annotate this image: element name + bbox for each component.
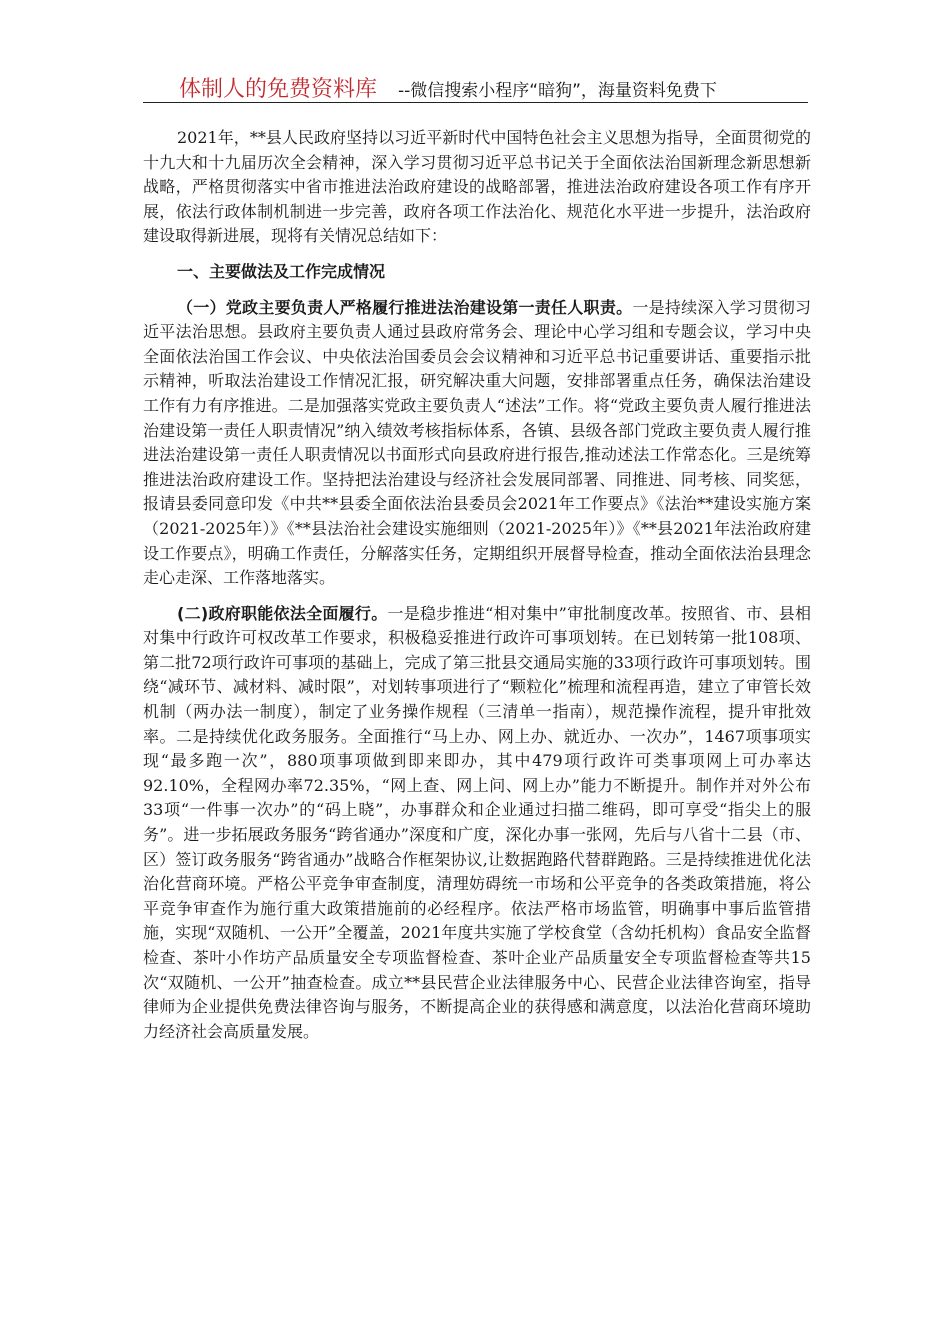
intro-paragraph: 2021年，**县人民政府坚持以习近平新时代中国特色社会主义思想为指导，全面贯彻党的十九大和十九届历次全会精神，深入学习贯彻习近平总书记关于全面依法治国新理念新思想新战略，严格贯彻落实中省市推进法治政府建设的战略部署，推进法治政府建设各项工作有序开展，依法行政体制机制进一步完善，政府各项工作法治化、规范化水平进一步提升，法治政府建设取得新进展，现将有关情况总结如下： (143, 128, 811, 246)
item1-body: 一是持续深入学习贯彻习近平法治思想。县政府主要负责人通过县政府常务会、理论中心学习组和专题会议，学习中央全面依法治国工作会议、中央依法治国委员会会议精神和习近平总书记重要讲话、重要指示批示精神，听取法治建设工作情况汇报，研究解决重大问题，安排部署重点任务，确保法治建设工作有力有序推进。二是加强落实党政主要负责人“述法”工作。将“党政主要负责人履行推进法治建设第一责任人职责情况”纳入绩效考核指标体系，各镇、县级各部门党政主要负责人履行推进法治建设第一责任人职责情况以书面形式向县政府进行报告,推动述法工作常态化。三是统筹推进法治政府建设工作。坚持把法治建设与经济社会发展同部署、同推进、同考核、同奖惩，报请县委同意印发《中共**县委全面依法治县委员会2021年工作要点》《法治**建设实施方案（2021-2025年）》《**县法治社会建设实施细则（2021-2025年）》《**县2021年法治政府建设工作要点》，明确工作责任，分解落实任务，定期组织开展督导检查，推动全面依法治县理念走心走深、工作落地落实。 (143, 297, 811, 588)
item2-body: 一是稳步推进“相对集中”审批制度改革。按照省、市、县相对集中行政许可权改革工作要求，积极稳妥推进行政许可事项划转。在已划转第一批108项、第二批72项行政许可事项的基础上，完成了第三批县交通局实施的33项行政许可事项划转。围绕“减环节、减材料、减时限”，对划转事项进行了“颗粒化”梳理和流程再造，建立了审管长效机制（两办法一制度），制定了业务操作规程（三清单一指南），规范操作流程，提升审批效率。二是持续优化政务服务。全面推行“马上办、网上办、就近办、一次办”，1467项事项实现“最多跑一次”，880项事项做到即来即办，其中479项行政许可类事项网上可办率达92.10%，全程网办率72.35%，“网上查、网上问、网上办”能力不断提升。制作并对外公布33项“一件事一次办”的“码上晓”，办事群众和企业通过扫描二维码，即可享受“指尖上的服务”。进一步拓展政务服务“跨省通办”深度和广度，深化办事一张网，先后与八省十二县（市、区）签订政务服务“跨省通办”战略合作框架协议,让数据跑路代替群跑路。三是持续推进优化法治化营商环境。严格公平竞争审查制度，清理妨碍统一市场和公平竞争的各类政策措施，将公平竞争审查作为施行重大政策措施前的必经程序。依法严格市场监管，明确事中事后监管措施，实现“双随机、一公开”全覆盖，2021年度共实施了学校食堂（含幼托机构）食品安全监督检查、茶叶小作坊产品质量安全专项监督检查、茶叶企业产品质量安全专项监督检查等共15次“双随机、一公开”抽查检查。成立**县民营企业法律服务中心、民营企业法律咨询室，指导律师为企业提供免费法律咨询与服务，不断提高企业的获得感和满意度，以法治化营商环境助力经济社会高质量发展。 (143, 603, 811, 1041)
item1-lead: （一）党政主要负责人严格履行推进法治建设第一责任人职责。 (177, 297, 633, 317)
document-body (143, 126, 811, 1044)
item1-paragraph (143, 296, 811, 591)
header-tagline: --微信搜索小程序“暗狗”，海量资料免费下 (398, 81, 717, 101)
item2-paragraph (143, 602, 811, 1045)
section-heading: 一、主要做法及工作完成情况 (177, 261, 386, 281)
page-header (143, 70, 808, 103)
item2-lead: (二)政府职能依法全面履行。 (177, 603, 388, 623)
header-brand: 体制人的免费资料库 (179, 77, 378, 102)
